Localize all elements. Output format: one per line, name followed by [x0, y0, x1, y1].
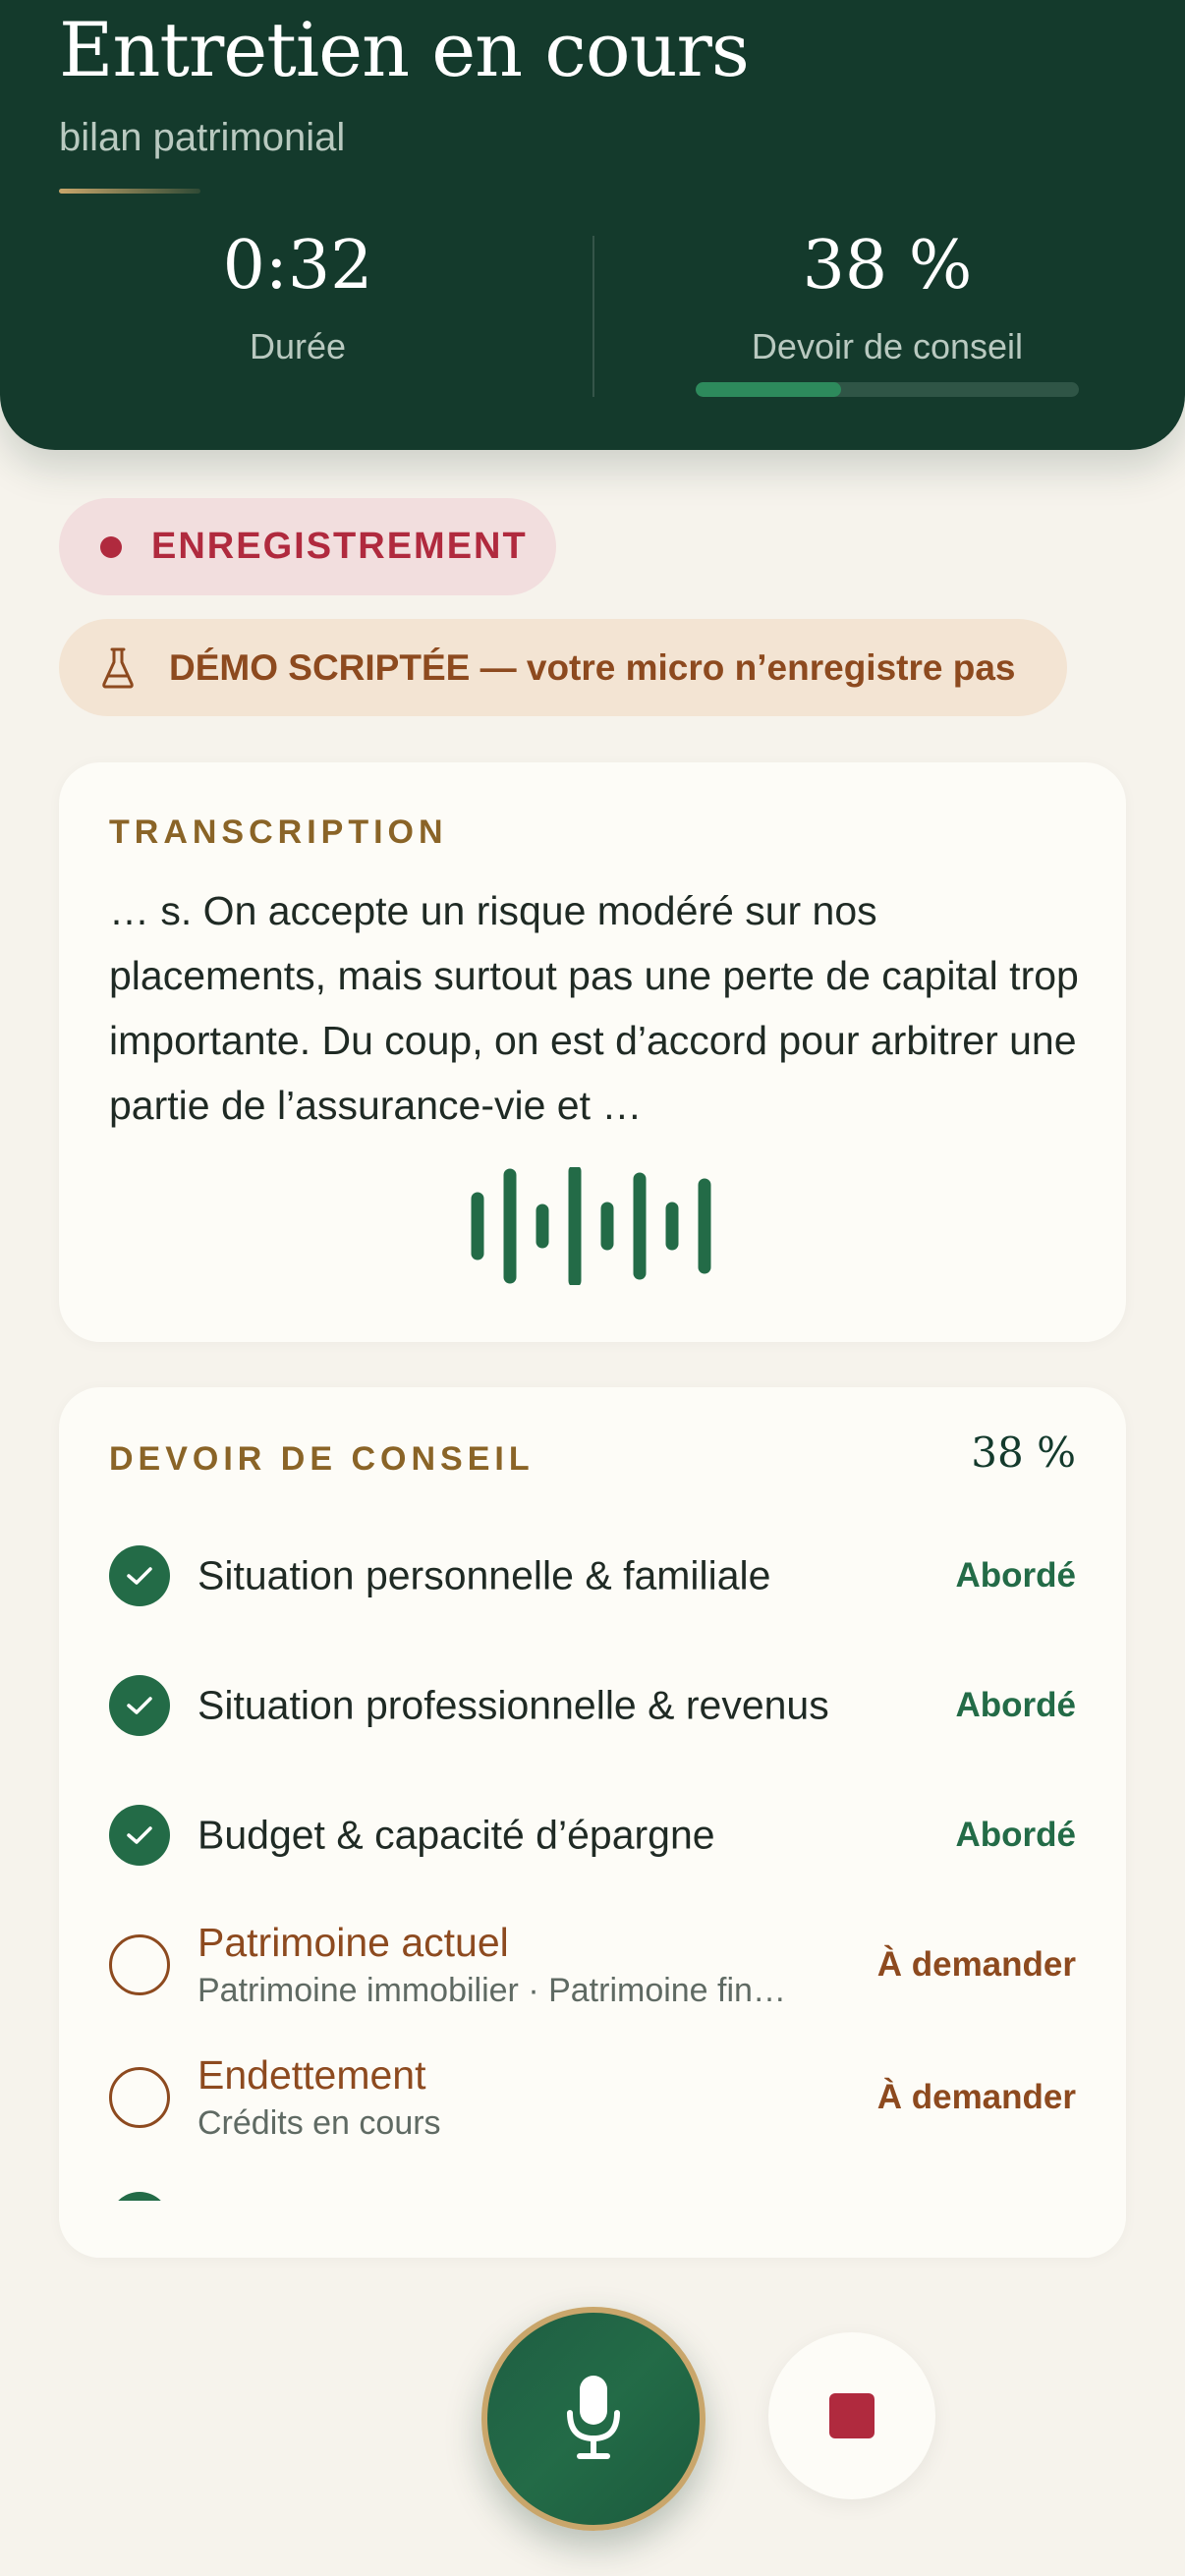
- recording-label: ENREGISTREMENT: [151, 526, 528, 567]
- header: [0, 0, 1185, 450]
- advice-label: Devoir de conseil: [751, 326, 1024, 366]
- demo-badge: [59, 619, 1067, 716]
- checklist-item-status: Abordé: [955, 1686, 1076, 1724]
- checklist-item-status: À demander: [876, 2078, 1076, 2116]
- checklist-item[interactable]: [109, 2048, 1076, 2147]
- waveform-icon: [470, 1167, 717, 1285]
- stat-divider: [592, 236, 594, 397]
- checklist-label: DEVOIR DE CONSEIL: [109, 1440, 535, 1478]
- duration-value: 0:32: [222, 227, 373, 305]
- list-clip: [59, 2201, 1126, 2258]
- checklist-item-title: Endettement: [198, 2052, 426, 2098]
- checklist-item-status: À demander: [876, 1945, 1076, 1984]
- page-title: Entretien en cours: [59, 6, 749, 93]
- checklist-item-title: Budget & capacité d’épargne: [198, 1812, 715, 1858]
- advice-checklist-card: [59, 1387, 1126, 2258]
- checklist-item-title: Patrimoine actuel: [198, 1920, 509, 1965]
- transcript-text: … s. On accepte un risque modéré sur nos placements, mais surtout pas une perte de capital trop importante. Du coup, on est d’accord pour arbitrer une partie de l’assurance-vie et …: [109, 888, 1079, 1128]
- flask-icon: [100, 646, 136, 690]
- check-icon: [109, 1545, 170, 1606]
- duration-label: Durée: [249, 326, 347, 366]
- demo-label: DÉMO SCRIPTÉE — votre micro n’enregistre pas: [169, 646, 1016, 688]
- transcript-card: [59, 762, 1126, 1342]
- microphone-icon: [562, 2372, 625, 2466]
- checklist-item-title: Situation professionnelle & revenus: [198, 1682, 829, 1728]
- microphone-button[interactable]: [481, 2307, 705, 2531]
- empty-circle-icon: [109, 2067, 170, 2128]
- page-subtitle: bilan patrimonial: [59, 116, 346, 159]
- checklist-item-title: Situation personnelle & familiale: [198, 1552, 771, 1598]
- recording-badge: [59, 498, 556, 595]
- advice-progress-bar: [696, 382, 1079, 397]
- stop-button[interactable]: [768, 2332, 935, 2499]
- checklist-percent: 38 %: [971, 1428, 1076, 1477]
- title-underline: [59, 189, 200, 194]
- checklist-item-subtitle: Crédits en cours: [198, 2104, 441, 2142]
- empty-circle-icon: [109, 1934, 170, 1995]
- check-icon: [109, 1675, 170, 1736]
- checklist-item[interactable]: [109, 1656, 1076, 1755]
- stop-icon: [829, 2393, 875, 2438]
- transcript-label: TRANSCRIPTION: [109, 813, 448, 851]
- checklist-item[interactable]: [109, 1916, 1076, 2014]
- checklist-item[interactable]: [109, 1527, 1076, 1625]
- advice-progress-fill: [696, 382, 841, 397]
- advice-stat: [651, 224, 1123, 367]
- checklist-item-subtitle: Patrimoine immobilier · Patrimoine fin…: [198, 1972, 786, 2009]
- duration-stat: [62, 224, 534, 367]
- checklist-item-status: Abordé: [955, 1816, 1076, 1854]
- check-icon: [109, 1805, 170, 1866]
- checklist-item-status: Abordé: [955, 1556, 1076, 1595]
- checklist-item[interactable]: [109, 1786, 1076, 1884]
- advice-value: 38 %: [802, 227, 973, 305]
- record-dot-icon: [100, 536, 122, 558]
